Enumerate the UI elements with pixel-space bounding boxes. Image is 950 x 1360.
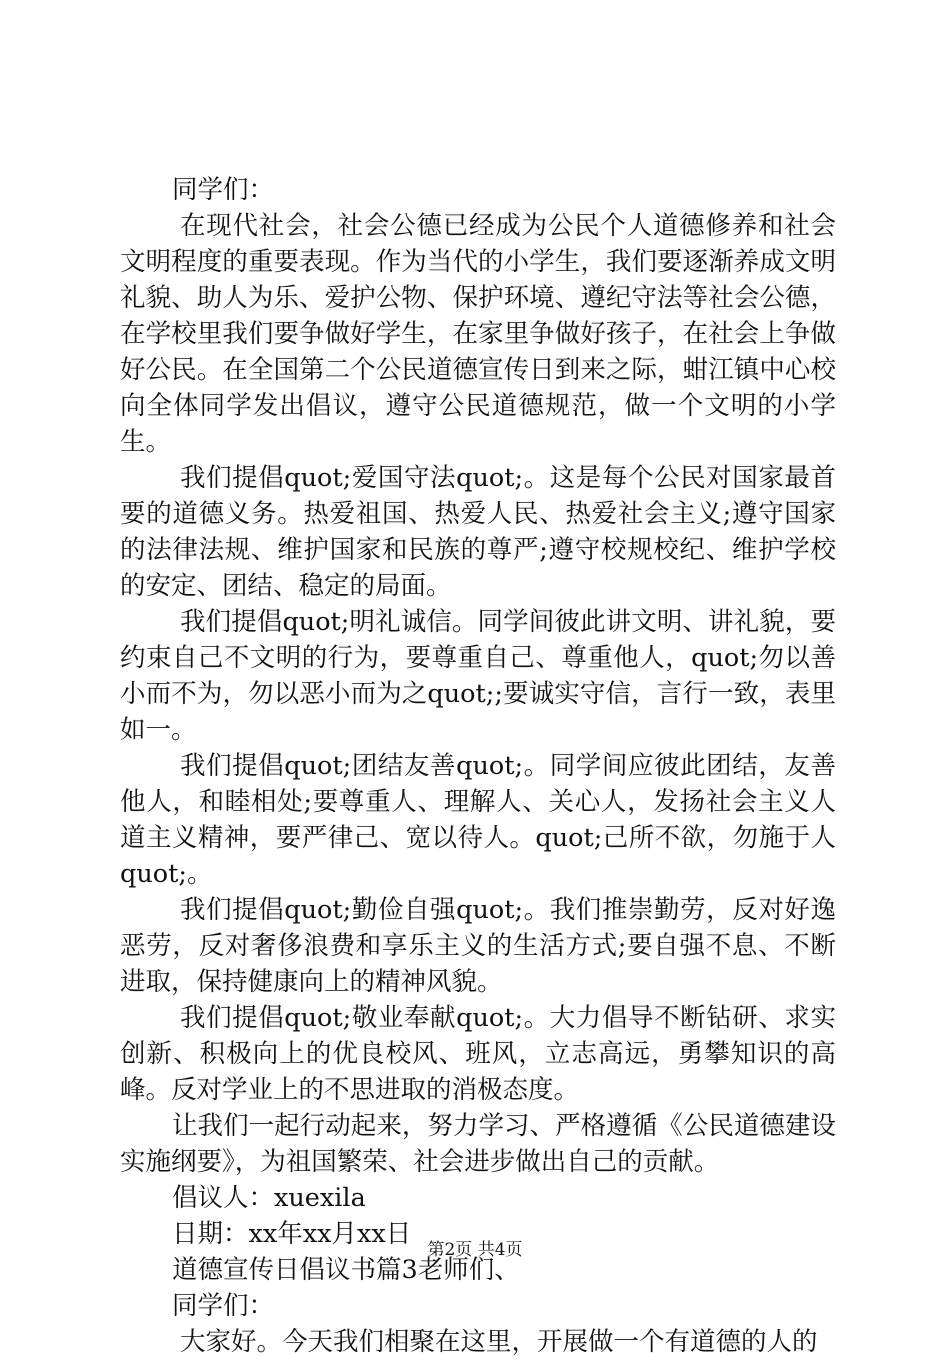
salutation-2: 同学们：: [172, 1291, 275, 1321]
document-body: [120, 172, 836, 1360]
initiator-line: 倡议人：xuexila: [172, 1183, 366, 1213]
paragraph-intro: 在现代社会，社会公德已经成为公民个人道德修养和社会文明程度的重要表现。作为当代的小学生，我们要逐渐养成文明礼貌、助人为乐、爱护公物、保护环境、遵纪守法等社会公德，在学校里我们要争做好学生，在家里争做好孩子，在社会上争做好公民。在全国第二个公民道德宣传日到来之际，蚶江镇中心校向全体同学发出倡议，遵守公民道德规范，做一个文明的小学生。: [120, 211, 836, 457]
salutation: 同学们：: [172, 175, 275, 205]
paragraph-patriotism: 我们提倡quot;爱国守法quot;。这是每个公民对国家最首要的道德义务。热爱祖国、热爱人民、热爱社会主义;遵守国家的法律法规、维护国家和民族的尊严;遵守校规校纪、维护学校的安定、团结、稳定的局面。: [120, 463, 836, 601]
paragraph-greeting: 大家好。今天我们相聚在这里，开展做一个有道德的人的: [180, 1327, 818, 1357]
page-footer: 第2页 共4页: [427, 1240, 523, 1260]
date-line: 日期：xx年xx月xx日: [172, 1219, 412, 1249]
paragraph-unity: 我们提倡quot;团结友善quot;。同学间应彼此团结，友善他人，和睦相处;要尊重人、理解人、关心人，发扬社会主义人道主义精神，要严律己、宽以待人。quot;己所不欲，勿施于人quot;。: [120, 751, 836, 889]
paragraph-call-to-action: 让我们一起行动起来，努力学习、严格遵循《公民道德建设实施纲要》，为祖国繁荣、社会进步做出自己的贡献。: [120, 1111, 836, 1177]
paragraph-dedication: 我们提倡quot;敬业奉献quot;。大力倡导不断钻研、求实创新、积极向上的优良校风、班风，立志高远，勇攀知识的高峰。反对学业上的不思进取的消极态度。: [120, 1003, 836, 1105]
paragraph-integrity: 我们提倡quot;明礼诚信。同学间彼此讲文明、讲礼貌，要约束自己不文明的行为，要尊重自己、尊重他人，quot;勿以善小而不为，勿以恶小而为之quot;;要诚实守信，言行一致，表里如一。: [120, 607, 836, 745]
section-heading: 道德宣传日倡议书篇3老师们、: [172, 1255, 520, 1285]
paragraph-diligence: 我们提倡quot;勤俭自强quot;。我们推崇勤劳，反对好逸恶劳，反对奢侈浪费和享乐主义的生活方式;要自强不息、不断进取，保持健康向上的精神风貌。: [120, 895, 836, 997]
